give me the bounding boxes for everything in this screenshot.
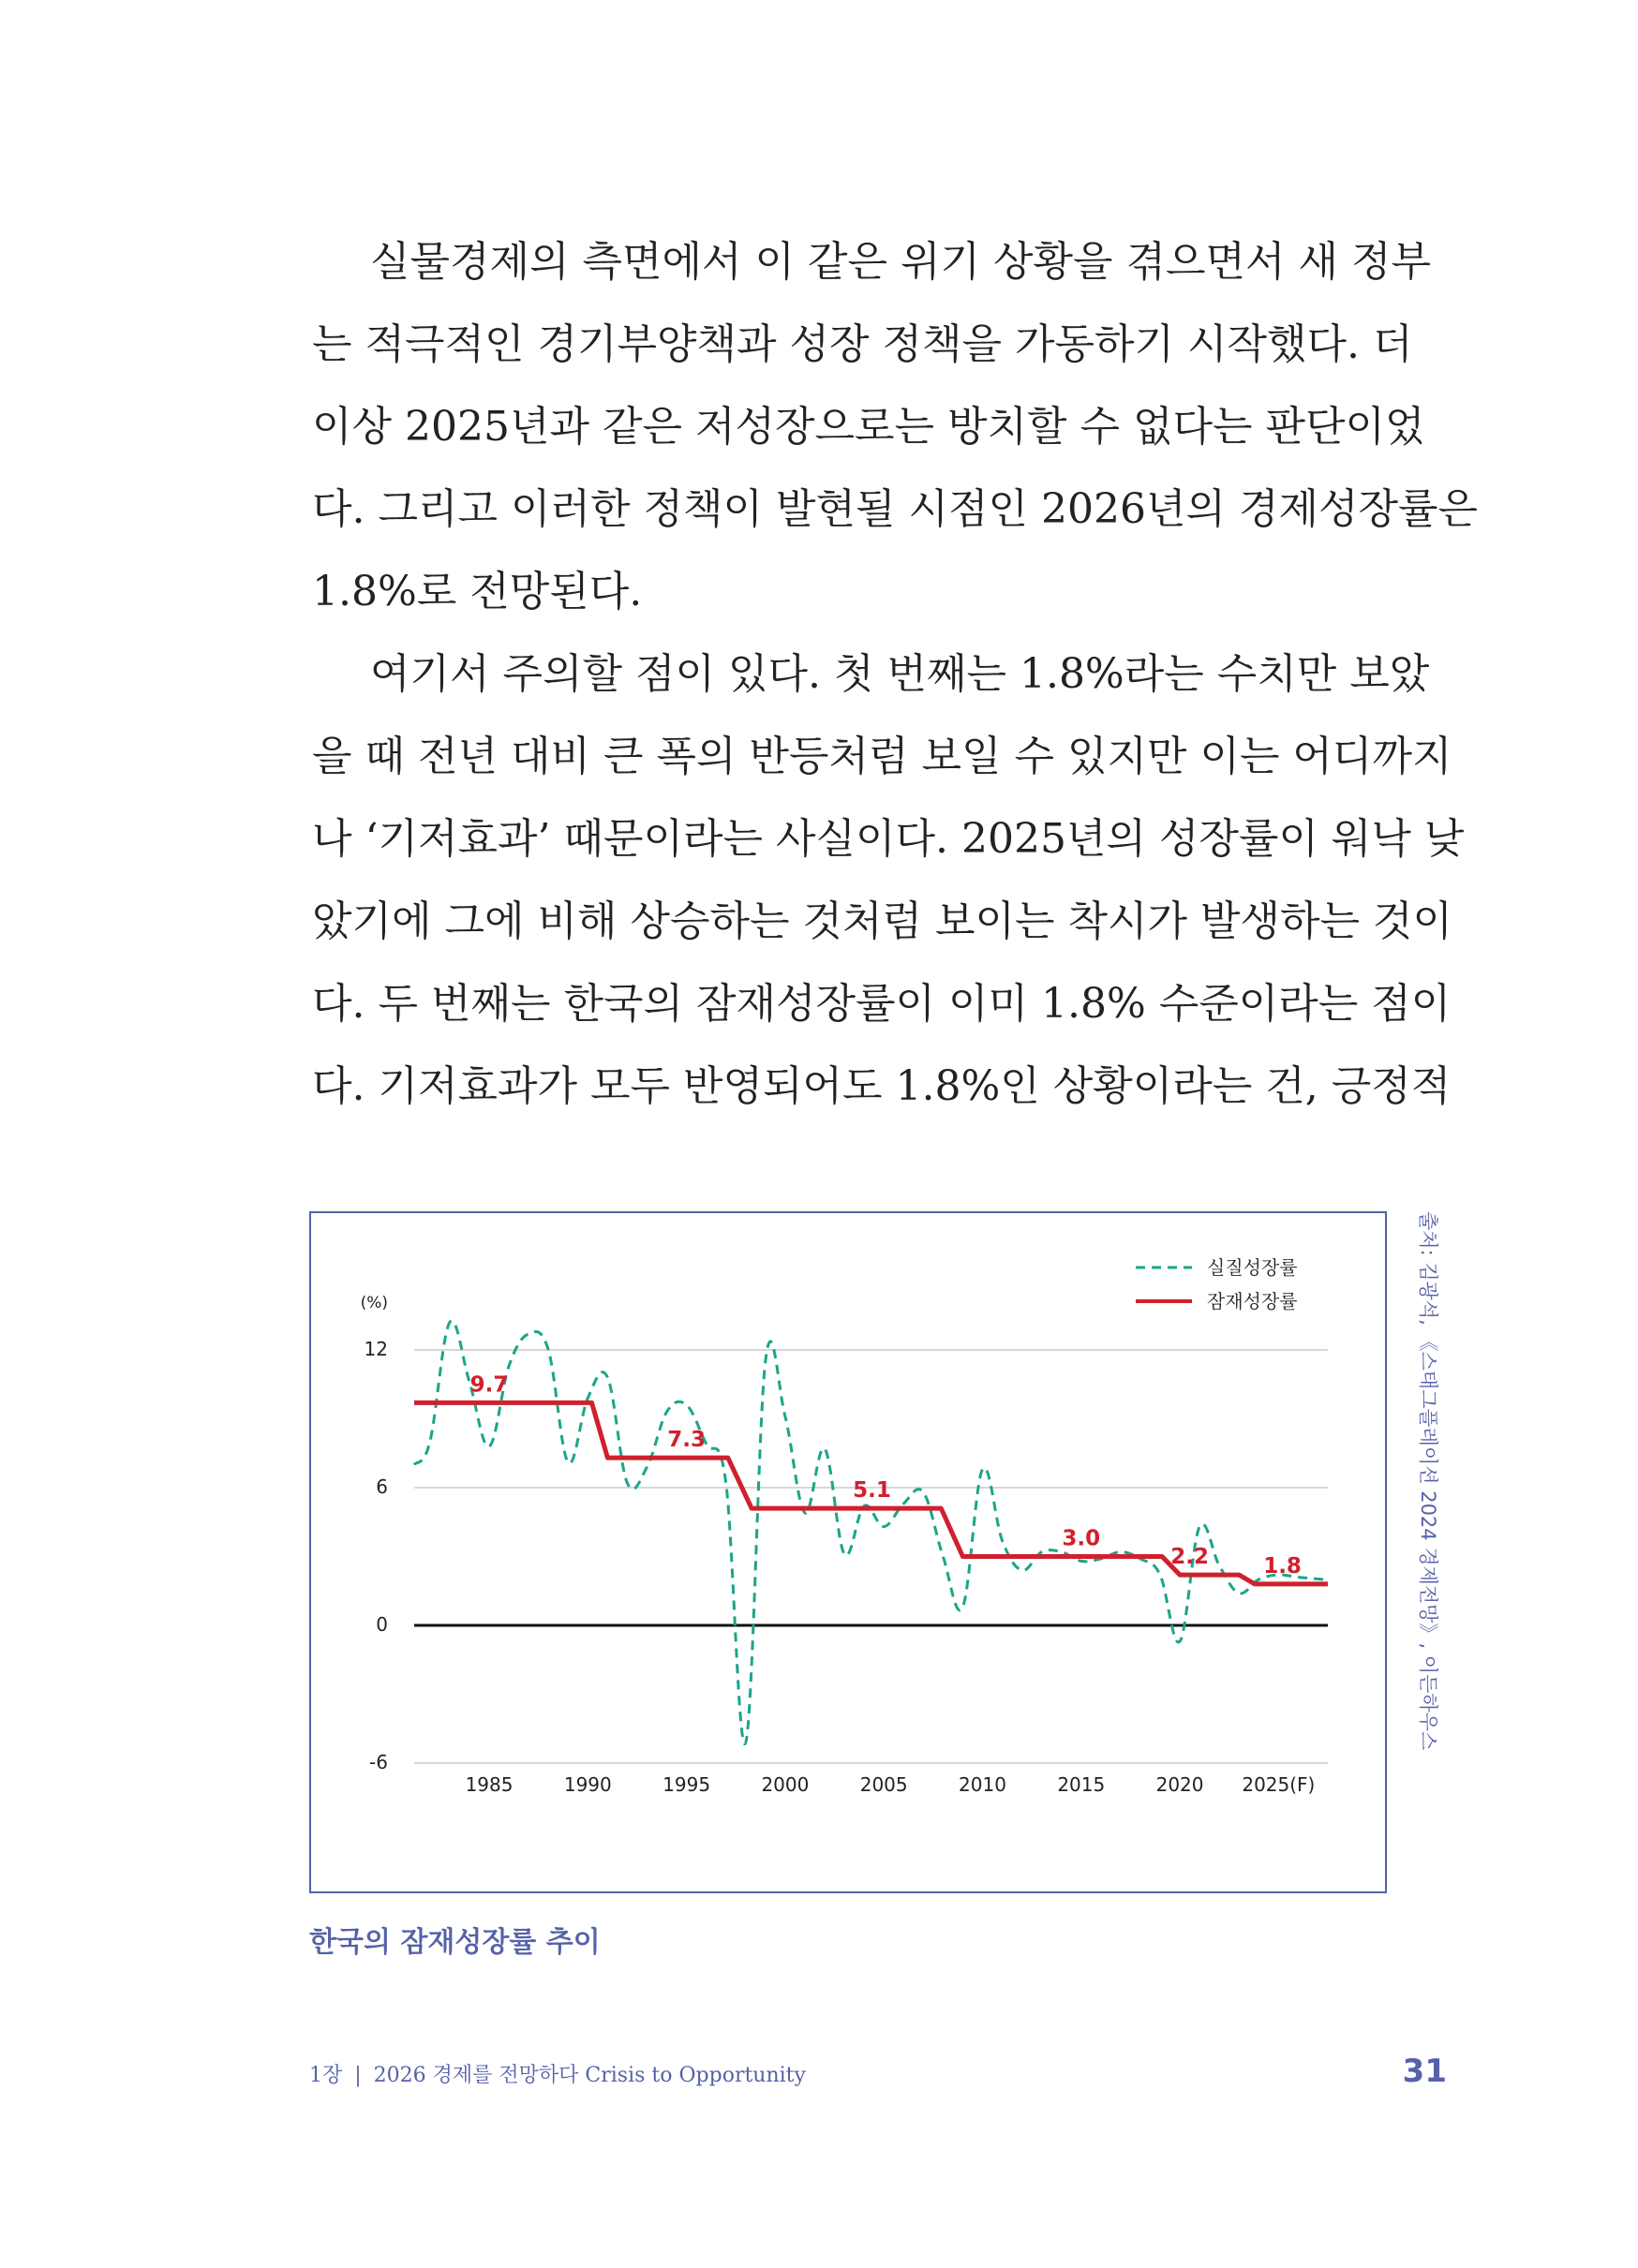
legend-actual-label: 실질성장률: [1207, 1256, 1298, 1279]
y-tick-label: 12: [364, 1338, 388, 1360]
y-tick-label: -6: [369, 1751, 388, 1773]
text-line: 는 적극적인 경기부양책과 성장 정책을 가동하기 시작했다. 더: [312, 320, 1413, 368]
footer-separator: |: [354, 2064, 362, 2087]
text-line: 실물경제의 측면에서 이 같은 위기 상황을 겪으면서 새 정부: [370, 238, 1431, 286]
x-tick-label: 2015: [1057, 1773, 1106, 1796]
x-tick-label: 2020: [1155, 1773, 1204, 1796]
x-tick-label: 2025(F): [1242, 1773, 1316, 1796]
figure-caption: 한국의 잠재성장률 추이: [309, 1926, 601, 1959]
text-line: 이상 2025년과 같은 저성장으로는 방치할 수 없다는 판단이었: [312, 403, 1425, 451]
actual-growth-line: [414, 1321, 1324, 1744]
body-paragraph-2: [312, 633, 1465, 1128]
x-tick-label: 2000: [761, 1773, 810, 1796]
text-line: 다. 기저효과가 모두 반영되어도 1.8%인 상황이라는 건, 긍정적: [312, 1062, 1452, 1110]
text-line: 1.8%로 전망된다.: [312, 568, 643, 615]
footer-chapter: 1장: [309, 2064, 343, 2087]
x-tick-label: 2005: [859, 1773, 908, 1796]
legend-potential-label: 잠재성장률: [1207, 1290, 1298, 1312]
data-label: 9.7: [469, 1372, 509, 1398]
text-line: 나 ‘기저효과’ 때문이라는 사실이다. 2025년의 성장률이 워낙 낮: [312, 815, 1465, 863]
footer-book-title: 2026 경제를 전망하다: [373, 2064, 579, 2087]
x-tick-label: 1990: [563, 1773, 612, 1796]
text-line: 았기에 그에 비해 상승하는 것처럼 보이는 착시가 발생하는 것이: [312, 897, 1452, 945]
text-line: 다. 두 번째는 한국의 잠재성장률이 이미 1.8% 수준이라는 점이: [312, 980, 1452, 1028]
data-label: 7.3: [667, 1428, 706, 1453]
x-tick-label: 1995: [663, 1773, 711, 1796]
data-label: 5.1: [853, 1478, 891, 1504]
data-label: 2.2: [1170, 1545, 1209, 1570]
text-line: 다. 그리고 이러한 정책이 발현될 시점인 2026년의 경제성장률은: [312, 485, 1478, 533]
data-label: 1.8: [1263, 1553, 1302, 1579]
page-footer: [309, 2059, 806, 2088]
figure-source-text: 출처: 김광석, 《스태그플레이션 2024 경제전망》, 이든하우스: [1417, 1211, 1439, 1751]
page-number: 31: [1402, 2053, 1447, 2090]
body-paragraph-1: [312, 221, 1478, 633]
growth-rate-chart: [311, 1213, 1385, 1891]
text-line: 을 때 전년 대비 큰 폭의 반등처럼 보일 수 있지만 이는 어디까지: [312, 733, 1452, 780]
data-label: 3.0: [1062, 1526, 1101, 1551]
y-tick-label: 6: [376, 1475, 388, 1498]
y-unit-label: (%): [360, 1294, 388, 1312]
figure-source: [1417, 1211, 1439, 1751]
y-tick-label: 0: [376, 1613, 388, 1636]
x-tick-label: 2010: [959, 1773, 1006, 1796]
footer-subtitle: Crisis to Opportunity: [585, 2064, 806, 2087]
x-tick-label: 1985: [465, 1773, 514, 1796]
chart-frame: [309, 1211, 1387, 1893]
text-line: 여기서 주의할 점이 있다. 첫 번째는 1.8%라는 수치만 보았: [370, 650, 1430, 698]
